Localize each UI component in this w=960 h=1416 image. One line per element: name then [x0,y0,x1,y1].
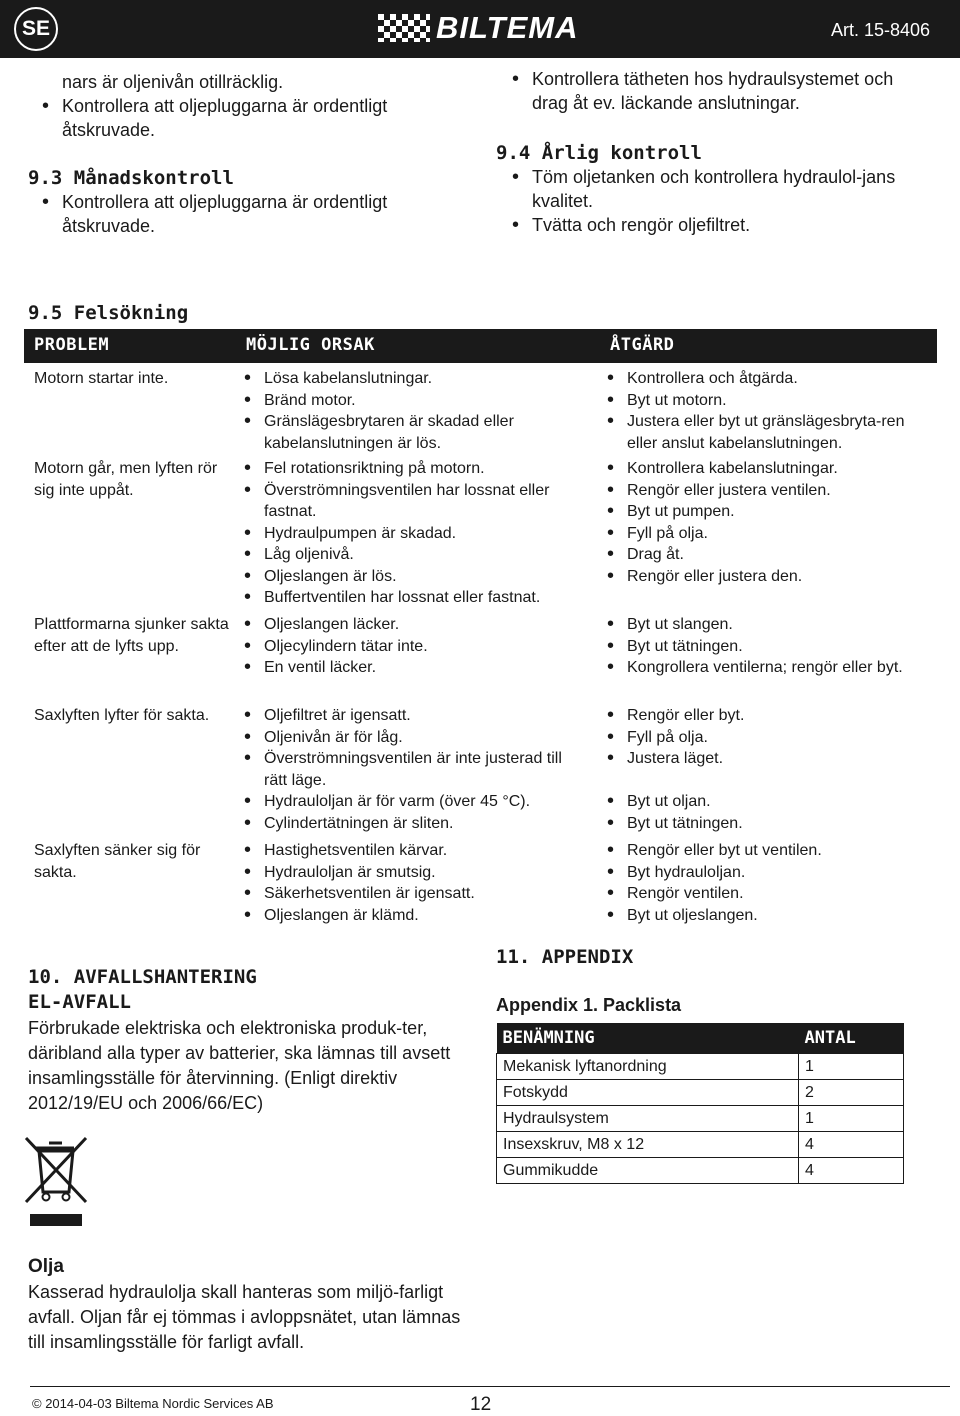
list-item: • Töm oljetanken och kontrollera hydraulol-jans kvalitet. [510,165,930,213]
list-item: • Lösa kabelanslutningar. [242,368,588,390]
monthly-check-title: 9.3 Månadskontroll [28,167,234,189]
causes-list [242,705,588,834]
problem-cell: Saxlyften lyfter för sakta. [34,707,210,724]
list-item: • Kontrollera och åtgärda. [605,368,925,390]
list-item: • En ventil läcker. [242,657,588,679]
item-name: Hydraulsystem [497,1106,799,1132]
item-qty: 1 [799,1106,904,1132]
list-item: • Justera läget. [605,748,925,770]
item-qty: 1 [799,1054,904,1080]
column-header: MÖJLIG ORSAK [246,335,375,355]
monthly-bullets [40,190,460,238]
list-item: • Byt ut slangen. [605,614,925,636]
brand-name: BILTEMA [436,10,579,45]
actions-list [605,368,925,454]
copyright: © 2014-04-03 Biltema Nordic Services AB [32,1396,274,1411]
problem-cell: Motorn startar inte. [34,370,169,387]
actions-list [605,458,925,587]
list-item: • Oljeslangen läcker. [242,614,588,636]
causes-list [242,840,588,926]
crossed-bin-icon [22,1134,92,1234]
brand-logo [378,12,578,44]
problem-cell: Saxlyften sänker sig för sakta. [34,842,201,881]
list-item: • Kongrollera ventilerna; rengör eller byt. [605,657,925,679]
list-item: • Låg oljenivå. [242,544,588,566]
appendix-title: 11. APPENDIX [496,946,634,968]
column-header: BENÄMNING [497,1023,799,1054]
list-item: • Kontrollera att oljepluggarna är ordentligt åtskruvade. [40,190,460,238]
list-item: • Buffertventilen har lossnat eller fastnat. [242,587,588,609]
packing-list-table [496,1023,904,1184]
list-item: • Oljeslangen är klämd. [242,905,588,927]
list-item: • Hydrauloljan är för varm (över 45 °C). [242,791,588,813]
actions-list [605,840,925,926]
list-item: • Tvätta och rengör oljefiltret. [510,213,930,237]
list-item: • Oljecylindern tätar inte. [242,636,588,658]
table-header-row [497,1023,904,1054]
list-item: • Fyll på olja. [605,727,925,749]
list-item: • Överströmningsventilen har lossnat eller fastnat. [242,480,588,523]
list-item: • Gränslägesbrytaren är skadad eller kabelanslutningen är lös. [242,411,588,454]
oil-text: Kasserad hydraulolja skall hanteras som miljö-farligt avfall. Oljan får ej tömmas i avloppsnätet, utan lämnas till insamlingsställe för farligt avfall. [28,1282,461,1352]
list-item: • Fel rotationsriktning på motorn. [242,458,588,480]
table-row [497,1106,904,1132]
list-item: • Justera eller byt ut gränslägesbryta-ren eller anslut kabelanslutningen. [605,411,925,454]
table-row [497,1132,904,1158]
troubleshooting-title: 9.5 Felsökning [28,302,189,324]
list-item: • Byt ut pumpen. [605,501,925,523]
right-bullets [510,67,930,115]
list-item: • Byt ut tätningen. [605,636,925,658]
list-item: • Oljefiltret är igensatt. [242,705,588,727]
continued-bullets [40,94,460,142]
yearly-check-title: 9.4 Årlig kontroll [496,142,702,164]
column-header: ANTAL [799,1023,904,1054]
list-item: • Hydrauloljan är smutsig. [242,862,588,884]
table-row [497,1054,904,1080]
list-item: • Byt ut motorn. [605,390,925,412]
list-item: • Hydraulpumpen är skadad. [242,523,588,545]
list-item: • Rengör eller byt ut ventilen. [605,840,925,862]
list-item: • Fyll på olja. [605,523,925,545]
item-name: Mekanisk lyftanordning [497,1054,799,1080]
causes-list [242,614,588,679]
article-number: Art. 15-8406 [830,20,930,40]
item-name: Gummikudde [497,1158,799,1184]
table-row [497,1158,904,1184]
actions-list [605,614,925,679]
list-item: • Säkerhetsventilen är igensatt. [242,883,588,905]
item-name: Fotskydd [497,1080,799,1106]
list-item: • Byt hydrauloljan. [605,862,925,884]
item-qty: 4 [799,1132,904,1158]
item-qty: 4 [799,1158,904,1184]
list-item: • Oljeslangen är lös. [242,566,588,588]
actions-list [605,705,925,834]
column-header: ÅTGÄRD [610,335,675,355]
list-item: • Bränd motor. [242,390,588,412]
causes-list [242,458,588,609]
page-number: 12 [470,1394,492,1415]
list-item: • Rengör ventilen. [605,883,925,905]
oil-title: Olja [28,1256,64,1277]
list-item: • Rengör eller byt. [605,705,925,727]
list-item: • Överströmningsventilen är inte justerad till rätt läge. [242,748,588,791]
checkered-flag-icon [378,14,430,42]
problem-cell: Plattformarna sjunker sakta efter att de lyfts upp. [34,616,229,655]
list-item: • Kontrollera att oljepluggarna är ordentligt åtskruvade. [40,94,460,142]
list-item: • Byt ut oljan. [605,791,925,813]
table-header [24,329,937,363]
waste-title: 10. AVFALLSHANTERING [28,966,257,988]
list-item: • Oljenivån är för låg. [242,727,588,749]
list-item: • Byt ut oljeslangen. [605,905,925,927]
waste-subtitle: EL-AVFALL [28,991,131,1013]
list-item: • Drag åt. [605,544,925,566]
problem-cell: Motorn går, men lyften rör sig inte uppåt. [34,460,218,499]
continued-text: nars är oljenivån otillräcklig. [62,72,284,92]
list-item: • Hastighetsventilen kärvar. [242,840,588,862]
yearly-bullets [510,165,930,237]
waste-text: Förbrukade elektriska och elektroniska produk-ter, däribland alla typer av batterier, ska lämnas till avsett insamlingsställe för återvinning. (Enligt direktiv 2012/19/EU och 2006/66/EC) [28,1018,451,1113]
language-badge: SE [14,7,58,51]
table-row [497,1080,904,1106]
column-header: PROBLEM [34,335,110,355]
appendix-subtitle: Appendix 1. Packlista [496,995,682,1015]
item-qty: 2 [799,1080,904,1106]
list-item: • Cylindertätningen är sliten. [242,813,588,835]
list-item: • Byt ut tätningen. [605,813,925,835]
list-item: • Rengör eller justera ventilen. [605,480,925,502]
list-item: • Kontrollera tätheten hos hydraulsystemet och drag åt ev. läckande anslutningar. [510,67,930,115]
footer-divider [30,1386,950,1387]
list-item: • Rengör eller justera den. [605,566,925,588]
item-name: Insexskruv, M8 x 12 [497,1132,799,1158]
list-item: • Kontrollera kabelanslutningar. [605,458,925,480]
causes-list [242,368,588,454]
